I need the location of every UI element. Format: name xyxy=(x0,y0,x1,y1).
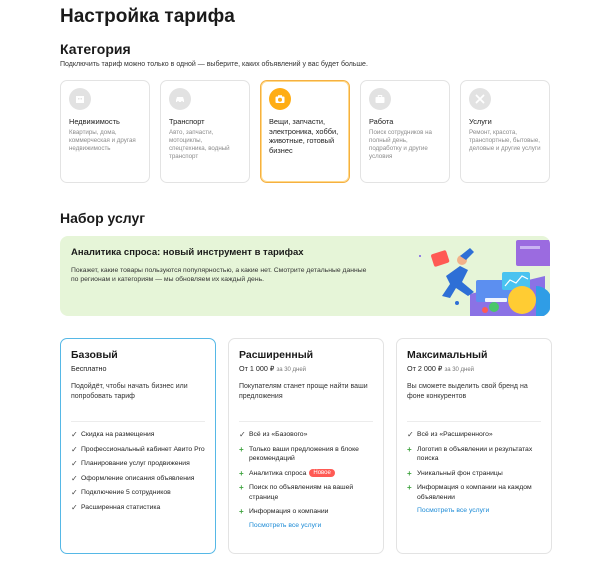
plan-name: Максимальный xyxy=(407,349,488,361)
feature-text: Аналитика спроса xyxy=(249,469,307,477)
plan-card-basic[interactable] xyxy=(60,338,216,554)
feature-text: Информация о компании на каждом объявлении xyxy=(417,484,532,501)
category-desc: Поиск сотрудников на полный день, подработку и другие условия xyxy=(369,128,432,161)
feature-item xyxy=(407,430,541,440)
feature-item xyxy=(71,430,205,440)
price-value: От 1 000 ₽ xyxy=(239,364,275,373)
briefcase-icon xyxy=(369,88,391,110)
feature-item xyxy=(407,483,541,502)
category-subtitle: Подключить тариф можно только в одной — выберите, каких объявлений у вас будет больше. xyxy=(60,61,368,68)
feature-text: Информация о компании xyxy=(249,508,329,515)
category-name: Вещи, запчасти, электроника, хобби, животные, готовый бизнес xyxy=(269,117,339,155)
plan-price xyxy=(71,364,205,373)
price-suffix: за 30 дней xyxy=(276,367,307,373)
plan-desc: Подойдёт, чтобы начать бизнес или попробовать тариф xyxy=(71,383,188,400)
feature-text: Всё из «Базового» xyxy=(249,431,308,438)
feature-text: Поиск по объявлениям на вашей странице xyxy=(249,484,354,501)
category-desc: Авто, запчасти, мотоциклы, спецтехника, водный транспорт xyxy=(169,128,230,161)
plan-card-extended[interactable] xyxy=(228,338,384,554)
plan-name: Расширенный xyxy=(239,349,314,361)
tools-icon xyxy=(469,88,491,110)
feature-item xyxy=(239,507,373,517)
car-icon xyxy=(169,88,191,110)
feature-item xyxy=(71,503,205,513)
banner-text: Покажет, какие товары пользуются популярностью, а какие нет. Смотрите детальные данные по регионам и категориям — мы обновляем их каждый день. xyxy=(71,267,367,284)
plus-icon: + xyxy=(239,444,244,454)
plus-icon: + xyxy=(407,444,412,454)
category-card-realty[interactable] xyxy=(60,80,150,183)
category-name: Услуги xyxy=(469,117,492,126)
analytics-illustration xyxy=(410,236,550,316)
feature-text: Только ваши предложения в блоке рекомендаций xyxy=(249,445,359,462)
category-desc: Ремонт, красота, транспортные, бытовые, деловые и другие услуги xyxy=(469,128,541,152)
check-icon: ✓ xyxy=(71,444,78,454)
analytics-banner xyxy=(60,236,550,316)
plan-price xyxy=(239,364,373,373)
check-icon: ✓ xyxy=(71,430,78,439)
price-suffix: за 30 дней xyxy=(444,367,475,373)
plans-list xyxy=(60,338,552,554)
camera-icon xyxy=(269,88,291,110)
price-value: От 2 000 ₽ xyxy=(407,364,443,373)
feature-text: Планирование услуг продвижения xyxy=(81,460,190,467)
feature-text: Расширенная статистика xyxy=(81,503,161,511)
check-icon: ✓ xyxy=(239,430,246,439)
feature-item xyxy=(407,445,541,464)
check-icon: ✓ xyxy=(407,430,414,439)
plus-icon: + xyxy=(239,468,244,478)
category-card-services[interactable] xyxy=(460,80,550,183)
feature-text: Уникальный фон страницы xyxy=(417,469,503,477)
check-icon: ✓ xyxy=(71,473,78,483)
feature-item xyxy=(71,474,205,484)
plan-desc: Вы сможете выделить свой бренд на фоне конкурентов xyxy=(407,383,528,400)
feature-text: Профессиональный кабинет Авито Pro xyxy=(81,445,205,453)
feature-item xyxy=(71,459,205,469)
category-card-jobs[interactable] xyxy=(360,80,450,183)
feature-item xyxy=(239,469,373,479)
feature-text: Логотип в объявлении и результатах поиска xyxy=(417,445,533,462)
see-all-services-link[interactable]: Посмотреть все услуги xyxy=(417,507,490,514)
feature-item xyxy=(239,483,373,502)
plus-icon: + xyxy=(407,468,412,478)
feature-text: Скидка на размещения xyxy=(81,431,155,438)
plan-desc: Покупателям станет проще найти ваши предложения xyxy=(239,383,368,400)
category-name: Недвижимость xyxy=(69,117,120,126)
new-badge: Новое xyxy=(309,469,334,477)
category-desc: Квартиры, дома, коммерческая и другая недвижимость xyxy=(69,128,136,152)
banner-title: Аналитика спроса: новый инструмент в тарифах xyxy=(71,247,304,258)
feature-text: Оформление описания объявления xyxy=(81,474,195,482)
feature-item xyxy=(71,445,205,455)
check-icon: ✓ xyxy=(71,502,78,512)
divider xyxy=(239,421,373,422)
feature-item xyxy=(407,469,541,479)
check-icon: ✓ xyxy=(71,488,78,497)
price-value: Бесплатно xyxy=(71,364,107,373)
category-name: Транспорт xyxy=(169,117,205,126)
category-card-goods[interactable] xyxy=(260,80,350,183)
divider xyxy=(71,421,205,422)
plan-name: Базовый xyxy=(71,349,118,361)
feature-item xyxy=(71,488,205,498)
see-all-services-link[interactable]: Посмотреть все услуги xyxy=(249,521,322,529)
feature-text: Всё из «Расширенного» xyxy=(417,431,493,438)
page-title: Настройка тарифа xyxy=(60,6,235,27)
plus-icon: + xyxy=(239,507,244,516)
plan-price xyxy=(407,364,541,373)
category-name: Работа xyxy=(369,117,394,126)
feature-item xyxy=(239,445,373,464)
category-title: Категория xyxy=(60,41,131,57)
plus-icon: + xyxy=(239,483,244,492)
feature-text: Подключение 5 сотрудников xyxy=(81,489,171,496)
feature-item xyxy=(239,430,373,440)
divider xyxy=(407,421,541,422)
category-list xyxy=(60,80,550,183)
check-icon: ✓ xyxy=(71,459,78,468)
services-title: Набор услуг xyxy=(60,210,146,226)
building-icon xyxy=(69,88,91,110)
plan-card-maximum[interactable] xyxy=(396,338,552,554)
category-card-transport[interactable] xyxy=(160,80,250,183)
plus-icon: + xyxy=(407,483,412,492)
